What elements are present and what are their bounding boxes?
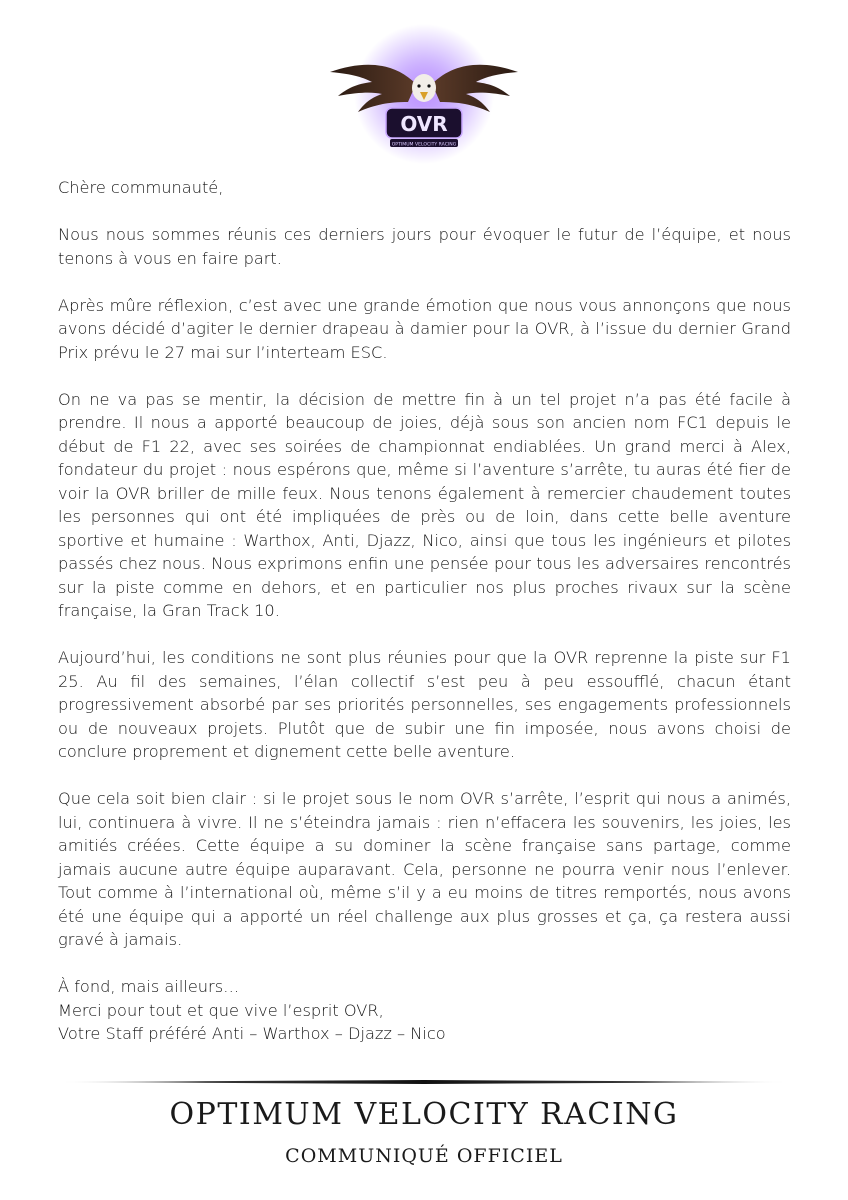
signoff-line: Merci pour tout et que vive l’esprit OVR, xyxy=(58,1000,384,1020)
logo-text: OVR xyxy=(400,112,448,136)
logo-subtext: OPTIMUM VELOCITY RACING xyxy=(391,142,457,148)
organization-name: OPTIMUM VELOCITY RACING xyxy=(169,1097,679,1132)
paragraph: Nous nous sommes réunis ces derniers jours pour évoquer le futur de l’équipe, et nous tenons à vous en faire part. xyxy=(58,225,791,268)
paragraph: On ne va pas se mentir, la décision de mettre fin à un tel projet n’a pas été facile à prendre. Il nous a apporté beaucoup de joies, déjà sous son ancien nom FC1 depuis le début de F1 22, avec ses soirées de championnat endiablées. Un grand merci à Alex, fondateur du projet : nous espérons que, même si l’aventure s’arrête, tu auras été fier de voir la OVR briller de mille feux. Nous tenons également à remercier chaudement toutes les personnes qui ont été impliquées de près ou de loin, dans cette belle aventure sportive et humaine : Warthox, Anti, Djazz, Nico, ainsi que tous les ingénieurs et pilotes passés chez nous. Nous exprimons enfin une pensée pour tous les adversaires rencontrés sur la piste comme en dehors, et en particulier nos plus proches rivaux sur la scène française, la Gran Track 10. xyxy=(58,389,791,620)
ovr-logo xyxy=(324,22,524,172)
paragraph: Que cela soit bien clair : si le projet sous le nom OVR s’arrête, l’esprit qui nous a animés, lui, continuera à vivre. Il ne s’éteindra jamais : rien n’effacera les souvenirs, les joies, les amitiés créées. Cette équipe a su dominer la scène française sans partage, comme jamais aucune autre équipe auparavant. Cela, personne ne pourra venir nous l’enlever. Tout comme à l’international où, même s’il y a eu moins de titres remportés, nous avons été une équipe qui a apporté un réel challenge aux plus grosses et ça, ça restera aussi gravé à jamais. xyxy=(58,789,791,949)
winged-eagle-emblem-icon xyxy=(324,22,524,172)
letter-body xyxy=(58,176,791,1046)
signature-line: Votre Staff préféré Anti – Warthox – Djazz – Nico xyxy=(58,1024,446,1043)
signoff-line: À fond, mais ailleurs… xyxy=(58,977,240,996)
greeting: Chère communauté, xyxy=(58,178,224,197)
footer-divider xyxy=(60,1079,788,1085)
paragraph: Après mûre réflexion, c’est avec une grande émotion que nous vous annonçons que nous avons décidé d’agiter le dernier drapeau à damier pour la OVR, à l’issue du dernier Grand Prix prévu le 27 mai sur l’interteam ESC. xyxy=(58,295,791,362)
signoff xyxy=(58,975,791,1046)
document-type: COMMUNIQUÉ OFFICIEL xyxy=(285,1145,563,1167)
paragraph: Aujourd’hui, les conditions ne sont plus réunies pour que la OVR reprenne la piste sur F1 25. Au fil des semaines, l’élan collectif s’est peu à peu essoufflé, chacun étant progressivement absorbé par ses priorités personnelles, ses engagements professionnels ou de nouveaux projets. Plutôt que de subir une fin imposée, nous avons choisi de conclure proprement et dignement cette belle aventure. xyxy=(58,648,791,761)
